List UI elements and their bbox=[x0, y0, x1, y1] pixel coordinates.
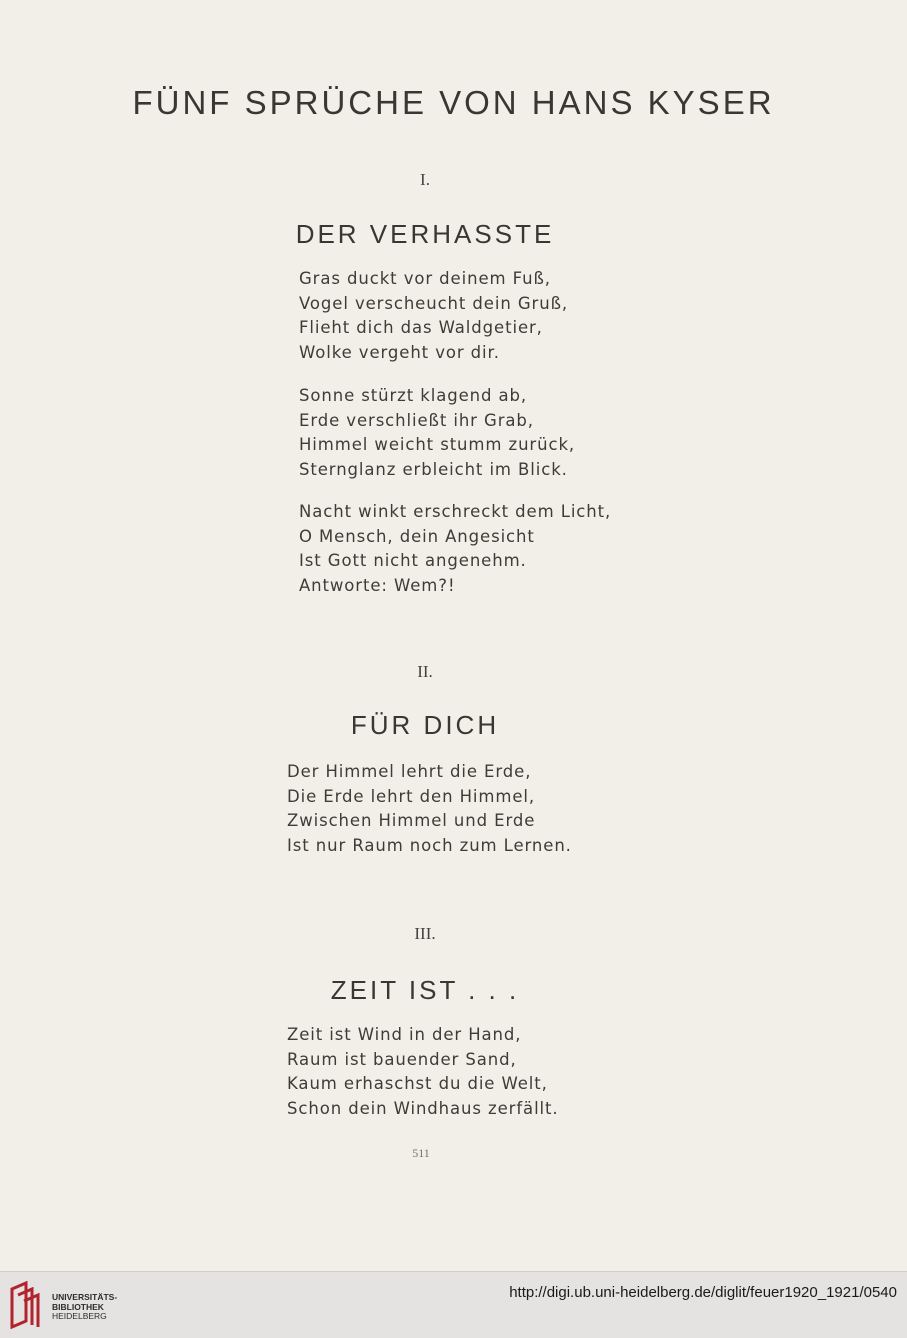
stanza-2-1 bbox=[287, 760, 572, 858]
verse-line: Schon dein Windhaus zerfällt. bbox=[287, 1098, 559, 1118]
verse-line: Erde verschließt ihr Grab, bbox=[299, 410, 534, 430]
verse-line: O Mensch, dein Angesicht bbox=[299, 526, 535, 546]
library-name bbox=[52, 1293, 117, 1322]
verse-line: Ist nur Raum noch zum Lernen. bbox=[287, 835, 572, 855]
page-number: 511 bbox=[412, 1146, 430, 1160]
page-title: FÜNF SPRÜCHE VON HANS KYSER bbox=[132, 84, 775, 121]
section-numeral-2: II. bbox=[417, 662, 433, 681]
section-heading-3: ZEIT IST . . . bbox=[330, 975, 520, 1005]
library-name-line: UNIVERSITÄTS- bbox=[52, 1292, 118, 1302]
verse-line: Zwischen Himmel und Erde bbox=[287, 811, 536, 830]
verse-line: Nacht winkt erschreckt dem Licht, bbox=[299, 502, 612, 521]
library-footer bbox=[0, 1271, 907, 1338]
verse-line: Vogel verscheucht dein Gruß, bbox=[299, 293, 569, 313]
source-url-link[interactable]: http://digi.ub.uni-heidelberg.de/diglit/feuer1920_1921/0540 bbox=[509, 1284, 897, 1301]
verse-line: Kaum erhaschst du die Welt, bbox=[287, 1074, 548, 1093]
verse-line: Zeit ist Wind in der Hand, bbox=[287, 1025, 522, 1044]
verse-line: Wolke vergeht vor dir. bbox=[299, 342, 500, 362]
verse-line: Der Himmel lehrt die Erde, bbox=[287, 762, 532, 781]
verse-line: Gras duckt vor deinem Fuß, bbox=[299, 269, 551, 288]
section-numeral-1: I. bbox=[420, 170, 430, 189]
stanza-3-1 bbox=[287, 1023, 559, 1121]
verse-line: Sternglanz erbleicht im Blick. bbox=[299, 459, 568, 479]
library-name-line: BIBLIOTHEK bbox=[52, 1301, 104, 1312]
verse-line: Flieht dich das Waldgetier, bbox=[299, 318, 543, 337]
library-logo-icon bbox=[8, 1281, 46, 1329]
verse-line: Raum ist bauender Sand, bbox=[287, 1049, 517, 1069]
verse-line: Sonne stürzt klagend ab, bbox=[299, 386, 528, 405]
verse-line: Ist Gott nicht angenehm. bbox=[299, 551, 527, 570]
section-numeral-3: III. bbox=[414, 924, 436, 943]
section-heading-2: FÜR DICH bbox=[350, 710, 500, 740]
stanza-1-2 bbox=[299, 384, 575, 482]
section-heading-1: DER VERHASSTE bbox=[295, 219, 555, 249]
verse-line: Die Erde lehrt den Himmel, bbox=[287, 786, 536, 806]
verse-line: Antworte: Wem?! bbox=[299, 575, 456, 595]
verse-line: Himmel weicht stumm zurück, bbox=[299, 435, 576, 454]
library-name-line: HEIDELBERG bbox=[52, 1311, 107, 1321]
stanza-1-3 bbox=[299, 500, 611, 598]
stanza-1-1 bbox=[299, 267, 568, 365]
